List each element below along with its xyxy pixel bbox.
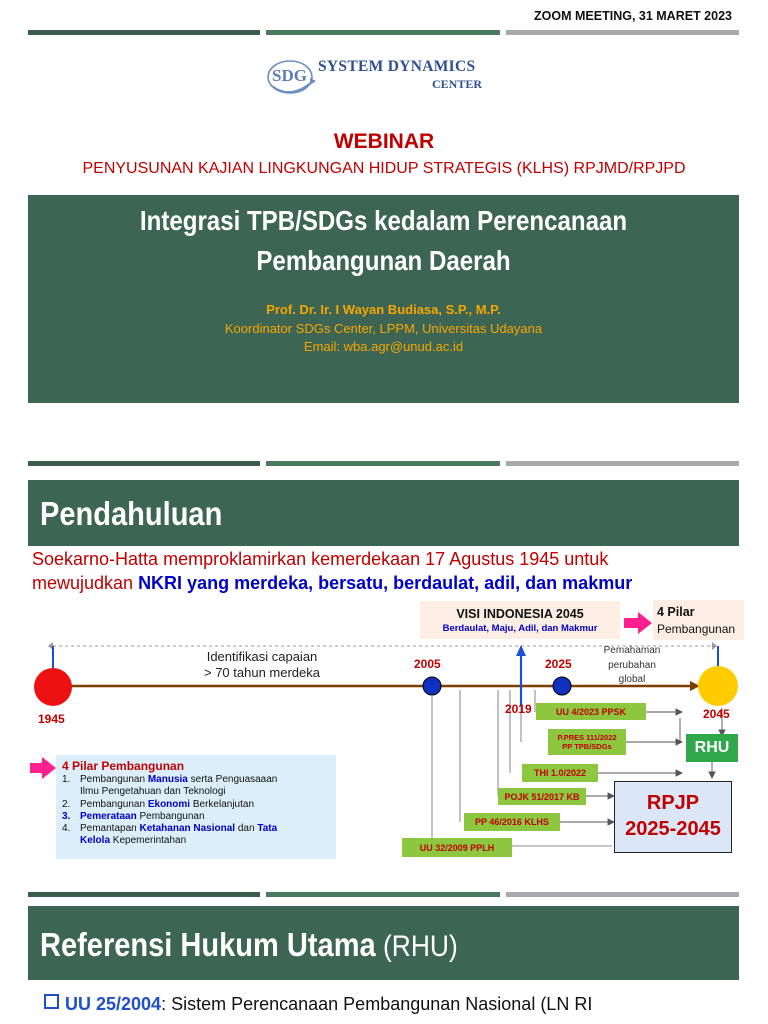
rhu-bullet-text: : Sistem Perencanaan Pembangunan Nasional (LN RI — [161, 994, 593, 1014]
speaker-email: Email: wba.agr@unud.ac.id — [303, 339, 464, 354]
pilar-item-2 — [62, 799, 334, 811]
dashed-arrow-right-icon — [712, 642, 717, 650]
pilar-item-2-hl: Ekonomi — [147, 798, 191, 810]
pilar-item-4-post: dan — [235, 823, 258, 835]
pilar-item-3-num: 3. — [62, 810, 71, 822]
reg-uu-32: UU 32/2009 PPLH — [402, 838, 512, 857]
rhu-heading — [40, 926, 458, 964]
year-2025: 2025 — [545, 657, 572, 671]
identifikasi-line1: Identifikasi capaian — [206, 649, 318, 664]
pilar-item-3-post: Pembangunan — [136, 810, 205, 822]
webinar-title: WEBINAR — [333, 130, 435, 153]
year-1945: 1945 — [38, 712, 65, 726]
pilar-item-4-pre: Pemantapan — [80, 823, 140, 835]
checkbox-bullet-icon — [44, 994, 59, 1009]
rhu-box — [686, 734, 738, 762]
circle-2025 — [553, 677, 571, 695]
visi-title: VISI INDONESIA 2045 — [456, 607, 584, 621]
arrow-2019-head-icon — [516, 645, 526, 656]
rhu-label: RHU — [694, 739, 730, 756]
pilar-item-1 — [62, 774, 334, 799]
circle-1945 — [34, 668, 72, 706]
pilar-item-4-num: 4. — [62, 823, 71, 835]
circle-2005 — [423, 677, 441, 695]
intro-line1: Soekarno-Hatta memproklamirkan kemerdekaan 17 Agustus 1945 untuk — [32, 549, 609, 569]
logo-mark: SDG — [272, 66, 307, 85]
divider-lightgreen-2 — [266, 461, 500, 466]
year-2045: 2045 — [703, 707, 730, 721]
rpjp-box — [614, 781, 732, 853]
pilar-item-2-post: Berkelanjutan — [190, 798, 255, 810]
pilar-item-4-hl2: Tata — [257, 823, 278, 835]
speaker-affiliation: Koordinator SDGs Center, LPPM, Universitas Udayana — [224, 321, 543, 336]
pilar-item-1-line2: Ilmu Pengetahuan dan Teknologi — [80, 786, 226, 798]
intro-highlight: NKRI yang merdeka, bersatu, berdaulat, adil, dan makmur — [138, 573, 633, 593]
speaker-name: Prof. Dr. Ir. I Wayan Budiasa, S.P., M.P. — [266, 302, 501, 317]
pilar-item-4-hl: Ketahanan Nasional — [139, 823, 236, 835]
pemahaman-line2: perubahan — [608, 660, 656, 671]
divider-green-2 — [28, 461, 260, 466]
divider-lightgreen-3 — [266, 892, 500, 897]
reg-uu4-2023: UU 4/2023 PPSK — [536, 703, 646, 720]
divider-grey-3 — [506, 892, 739, 897]
pilar-list — [62, 774, 334, 848]
intro-line2 — [32, 573, 632, 594]
pilar-title: 4 Pilar — [657, 605, 695, 619]
reg-perpres-line1: P.PRES 111/2022 — [557, 733, 617, 742]
identifikasi-line2: > 70 tahun merdeka — [204, 665, 320, 680]
pilar-item-1-post: serta Penguasaaan — [187, 774, 278, 785]
main-title-line2: Pembangunan Daerah — [256, 245, 511, 276]
reg-perpres-111 — [548, 729, 626, 755]
pilar-list-title: 4 Pilar Pembangunan — [62, 759, 185, 773]
pilar-item-3 — [62, 811, 334, 823]
pilar-item-4-line2: Kepemerintahan — [110, 835, 187, 847]
rhu-bullet-law: UU 25/2004 — [65, 994, 162, 1014]
reg-perpres-line2: PP TPB/SDGs — [562, 742, 612, 751]
reg-pojk-51: POJK 51/2017 KB — [498, 788, 586, 805]
rhu-bullet-1 — [44, 994, 592, 1015]
divider-grey-2 — [506, 461, 739, 466]
rhu-heading-paren: (RHU) — [375, 930, 458, 963]
logo-line1: SYSTEM DYNAMICS — [318, 58, 476, 75]
pilar-item-3-hl: Pemerataan — [80, 810, 137, 822]
reg-pp-46: PP 46/2016 KLHS — [464, 813, 560, 831]
rhu-heading-main: Referensi Hukum Utama — [40, 926, 376, 963]
pilar-item-2-num: 2. — [62, 798, 71, 810]
rpjp-line1: RPJP — [646, 792, 700, 814]
divider-grey — [506, 30, 739, 35]
year-2019: 2019 — [505, 702, 532, 716]
divider-green-3 — [28, 892, 260, 897]
pilar-item-1-pre: Pembangunan — [80, 774, 148, 785]
circle-2045 — [698, 666, 738, 706]
visi-subtitle: Berdaulat, Maju, Adil, dan Makmur — [442, 623, 598, 634]
pendahuluan-header — [28, 480, 739, 546]
date-label: ZOOM MEETING, 31 MARET 2023 — [534, 9, 732, 23]
title-panel — [28, 195, 739, 403]
pilar-list-box — [56, 755, 336, 859]
divider-lightgreen — [266, 30, 500, 35]
sdc-logo — [266, 56, 506, 98]
pilar-item-4-line2-hl: Kelola — [80, 835, 111, 847]
pilar-item-1-num: 1. — [62, 774, 71, 785]
pemahaman-line3: global — [618, 674, 646, 685]
year-2005: 2005 — [414, 657, 441, 671]
reg-thi-1-0: THI 1.0/2022 — [522, 764, 598, 782]
webinar-subtitle: PENYUSUNAN KAJIAN LINGKUNGAN HIDUP STRATEGIS (KLHS) RPJMD/RPJPD — [82, 160, 686, 177]
pendahuluan-heading: Pendahuluan — [40, 495, 223, 532]
pemahaman-line1: Pemahaman — [603, 645, 661, 656]
rhu-header — [28, 906, 739, 980]
divider-green — [28, 30, 260, 35]
pink-arrow-icon-2 — [30, 757, 58, 779]
pilar-item-2-pre: Pembangunan — [80, 798, 148, 810]
logo-line2: CENTER — [432, 77, 483, 91]
pilar-subtitle: Pembangunan — [657, 622, 736, 636]
rpjp-line2: 2025-2045 — [625, 818, 721, 840]
main-title-line1: Integrasi TPB/SDGs kedalam Perencanaan — [139, 205, 628, 236]
intro-line2-prefix: mewujudkan — [32, 573, 139, 593]
pilar-item-4 — [62, 823, 334, 848]
pilar-item-1-hl: Manusia — [147, 774, 188, 785]
